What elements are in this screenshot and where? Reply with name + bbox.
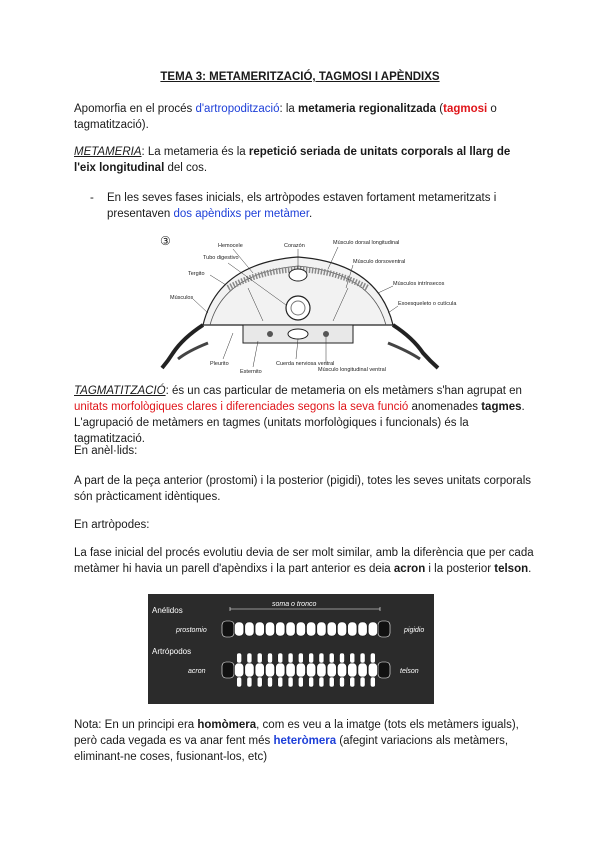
arthropod-segment xyxy=(368,663,377,677)
appendage-bottom xyxy=(340,677,345,687)
appendage-bottom xyxy=(268,677,273,687)
appendage-top xyxy=(360,653,365,663)
svg-text:Hemocele: Hemocele xyxy=(218,243,243,249)
appendage-top xyxy=(309,653,314,663)
pigidio-label: pigidio xyxy=(404,627,425,634)
arthropod-segment xyxy=(255,663,264,677)
arthropod-segment xyxy=(337,663,346,677)
acron-segment xyxy=(222,662,234,678)
svg-text:Músculo dorsoventral: Músculo dorsoventral xyxy=(353,259,406,265)
svg-text:Músculos intrínsecos: Músculos intrínsecos xyxy=(393,281,445,287)
metameria-paragraph: METAMERIA: La metameria és la repetició seriada de unitats corporals al llarg de l'eix longitudinal del cos. xyxy=(74,146,511,174)
appendage-bottom xyxy=(237,677,242,687)
appendage-top xyxy=(370,653,375,663)
svg-text:Cuerda nerviosa ventral: Cuerda nerviosa ventral xyxy=(276,361,335,367)
arthropod-segment xyxy=(327,663,336,677)
annelid-segment xyxy=(245,622,254,636)
artropodes-heading: En artròpodes: xyxy=(74,519,150,531)
arthropod-segment xyxy=(245,663,254,677)
annelid-segment xyxy=(317,622,326,636)
metamer-cross-section-figure xyxy=(148,233,458,383)
nota-paragraph: Nota: En un principi era homòmera, com es veu a la imatge (tots els metàmers iguals), però cada vegada es va anar fent més heteròmera (afegint variacions als metàmers, eliminant-ne coses, fusionant-los, etc) xyxy=(74,719,519,763)
annelid-segment xyxy=(296,622,305,636)
arthropod-segment xyxy=(317,663,326,677)
anelids-paragraph: A part de la peça anterior (prostomi) i la posterior (pigidi), totes les seves unitats corporals són pràcticament idèntiques. xyxy=(74,475,532,503)
annelid-segment xyxy=(265,622,274,636)
svg-text:Músculo longitudinal ventral: Músculo longitudinal ventral xyxy=(318,367,386,373)
appendage-top xyxy=(340,653,345,663)
appendage-bottom xyxy=(350,677,355,687)
anelidos-label: Anélidos xyxy=(152,606,183,615)
page-title: TEMA 3: METAMERITZACIÓ, TAGMOSI I APÈNDIXS xyxy=(160,71,440,83)
arthropod-segment xyxy=(296,663,305,677)
svg-text:Pleurito: Pleurito xyxy=(210,361,229,367)
appendage-top xyxy=(278,653,283,663)
appendage-bottom xyxy=(329,677,334,687)
annelid-segment xyxy=(327,622,336,636)
intro-paragraph: Apomorfia en el procés d'artropodització: la metameria regionalitzada (tagmosi o tagmatització). xyxy=(74,103,497,131)
appendage-bottom xyxy=(309,677,314,687)
appendage-bottom xyxy=(288,677,293,687)
prostomio-segment xyxy=(222,621,234,637)
appendage-top xyxy=(350,653,355,663)
segmentation-comparison-figure xyxy=(148,594,434,704)
appendage-bottom xyxy=(247,677,252,687)
arthropod-segment xyxy=(265,663,274,677)
svg-text:Tubo digestivo: Tubo digestivo xyxy=(203,255,239,261)
arthropod-segment xyxy=(276,663,285,677)
appendage-bottom xyxy=(298,677,303,687)
annelid-segment xyxy=(235,622,244,636)
annelid-segment xyxy=(358,622,367,636)
svg-text:Tergito: Tergito xyxy=(188,271,205,277)
figure-number: ③ xyxy=(160,234,171,248)
tagmatitzacio-paragraph: TAGMATITZACIÓ: és un cas particular de metameria on els metàmers s'han agrupat en unitats morfològiques clares i diferenciades segons la seva funció anomenades tagmes. L'agrupació de metàmers en tagmes (unitats morfològiques i funcionals) és la tagmatització. xyxy=(74,385,525,445)
metameria-term: METAMERIA xyxy=(74,146,142,158)
annelid-segment xyxy=(368,622,377,636)
annelid-segment xyxy=(255,622,264,636)
appendage-bottom xyxy=(360,677,365,687)
artropodos-label: Artrópodos xyxy=(152,647,192,656)
appendage-top xyxy=(288,653,293,663)
artropoditzacio-link[interactable]: d'artropodització xyxy=(195,103,280,115)
prostomio-label: prostomio xyxy=(176,627,207,634)
telson-label: telson xyxy=(400,668,419,675)
appendage-top xyxy=(329,653,334,663)
arthropod-segment xyxy=(235,663,244,677)
arthropod-segment xyxy=(358,663,367,677)
appendage-bottom xyxy=(319,677,324,687)
annelid-segment xyxy=(286,622,295,636)
bullet-item: - En les seves fases inicials, els artròpodes estaven fortament metameritzats i presentaven dos apèndixs per metàmer. xyxy=(90,192,497,220)
appendage-top xyxy=(237,653,242,663)
anelids-heading: En anèl·lids: xyxy=(74,445,138,457)
pigidio-segment xyxy=(378,621,390,637)
appendage-bottom xyxy=(278,677,283,687)
annelid-segment xyxy=(276,622,285,636)
tagmatitzacio-term: TAGMATITZACIÓ xyxy=(74,385,166,397)
appendage-top xyxy=(298,653,303,663)
svg-text:Esternito: Esternito xyxy=(240,369,262,375)
soma-label: soma o tronco xyxy=(272,601,317,608)
appendage-top xyxy=(319,653,324,663)
arthropod-segment xyxy=(307,663,316,677)
appendage-bottom xyxy=(370,677,375,687)
appendage-bottom xyxy=(257,677,262,687)
annelid-segment xyxy=(307,622,316,636)
telson-segment xyxy=(378,662,390,678)
artropodes-paragraph: La fase inicial del procés evolutiu devia de ser molt similar, amb la diferència que per cada metàmer hi havia un parell d'apèndixs i la part anterior es deia acron i la posterior telson. xyxy=(74,547,534,575)
arthropod-body xyxy=(222,653,390,687)
appendage-top xyxy=(247,653,252,663)
appendage-top xyxy=(268,653,273,663)
svg-text:Corazón: Corazón xyxy=(284,243,305,249)
svg-text:Exoesqueleto o cutícula: Exoesqueleto o cutícula xyxy=(398,301,457,307)
svg-text:Músculos: Músculos xyxy=(170,295,194,301)
appendage-top xyxy=(257,653,262,663)
annelid-segment xyxy=(348,622,357,636)
annelid-segment xyxy=(337,622,346,636)
arthropod-segment xyxy=(348,663,357,677)
acron-label: acron xyxy=(188,668,206,675)
arthropod-segment xyxy=(286,663,295,677)
annelid-body xyxy=(222,621,390,637)
svg-text:Músculo dorsal longitudinal: Músculo dorsal longitudinal xyxy=(333,240,400,246)
